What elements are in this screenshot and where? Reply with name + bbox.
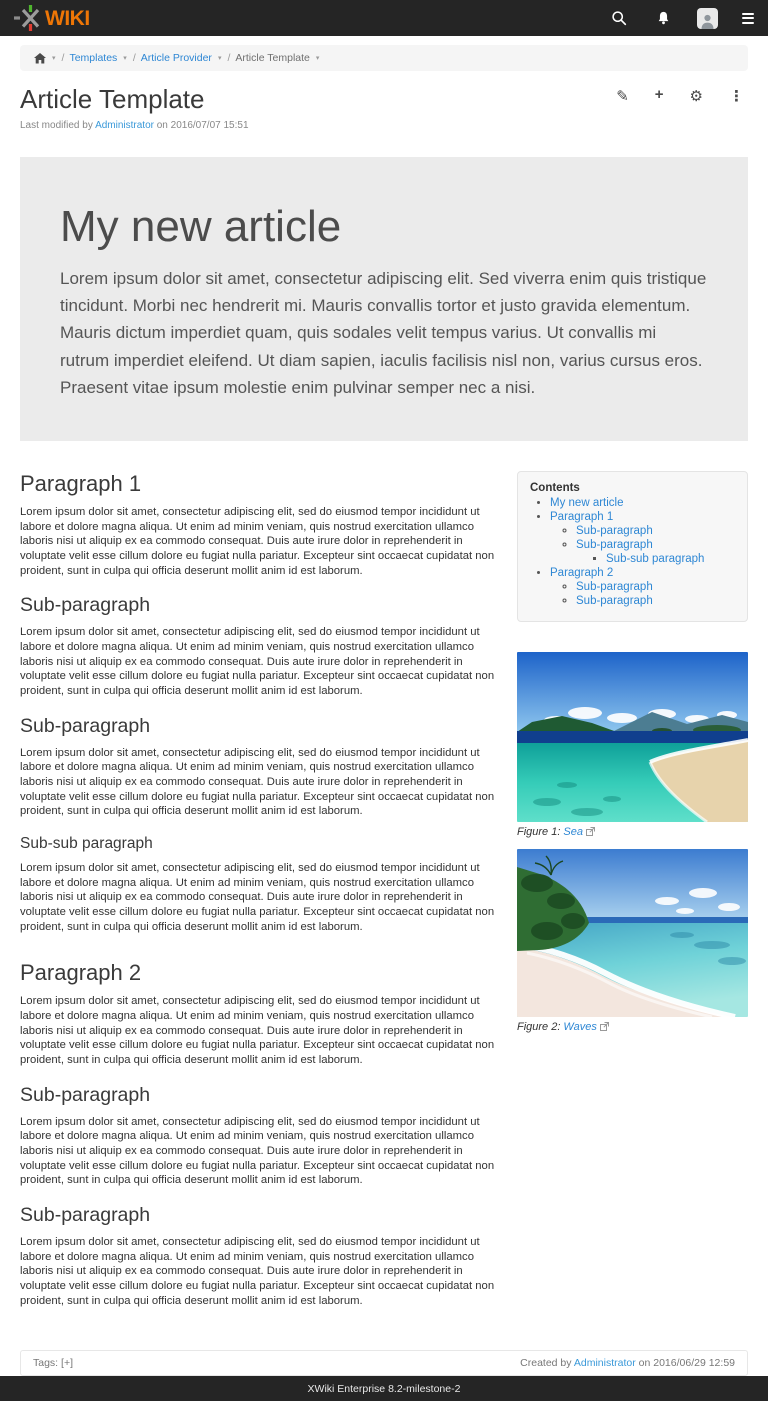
external-link-icon — [600, 1022, 609, 1031]
chevron-down-icon[interactable]: ▾ — [123, 55, 127, 62]
toc-item — [550, 497, 735, 509]
toc-item — [576, 595, 735, 607]
section-paragraph: Lorem ipsum dolor sit amet, consectetur adipiscing elit, sed do eiusmod tempor incididunt ut labore et dolore magna aliqua. Ut enim ad minim veniam, quis nostrud exercitation ullamco laboris nisi ut aliquip ex ea commodo consequat. Duis aute irure dolor in reprehenderit in voluptate velit esse cillum dolore eu fugiat nulla pariatur. Excepteur sint occaecat cupidatat non proident, sunt in culpa qui officia deserunt mollit anim id est laborum. — [20, 862, 495, 933]
figure-2 — [517, 849, 748, 1033]
document-footer — [20, 1350, 748, 1376]
chevron-down-icon[interactable]: ▾ — [217, 55, 222, 62]
toc-link-paragraph-1[interactable]: Paragraph 1 — [550, 510, 614, 523]
more-options-kebab-icon[interactable]: ⋮ — [729, 88, 744, 105]
figure-1-caption — [517, 826, 748, 838]
figure-1-link[interactable]: Sea — [563, 825, 583, 838]
toc-link-sub-paragraph[interactable]: Sub-paragraph — [576, 524, 653, 537]
toc-link-sub-sub-paragraph[interactable]: Sub-sub paragraph — [606, 552, 705, 565]
toc-item — [576, 581, 735, 593]
modified-suffix: on 2016/07/07 15:51 — [156, 119, 249, 131]
created-prefix: Created by — [520, 1357, 572, 1370]
user-avatar[interactable] — [697, 8, 718, 29]
breadcrumb-item-article-template: Article Template — [235, 52, 310, 64]
notifications-bell-icon[interactable] — [653, 7, 673, 29]
toc-link-sub-paragraph[interactable]: Sub-paragraph — [576, 580, 653, 593]
created-suffix: on 2016/06/29 12:59 — [638, 1357, 735, 1370]
add-tag-button[interactable]: [+] — [61, 1357, 73, 1370]
toc-item — [550, 511, 735, 565]
figure-caption-prefix: Figure 2: — [517, 1020, 561, 1033]
section-heading-sub-paragraph: Sub-paragraph — [20, 1083, 151, 1106]
section-heading-sub-paragraph: Sub-paragraph — [20, 714, 151, 737]
created-by-line — [520, 1357, 735, 1369]
toc-link-my-new-article[interactable]: My new article — [550, 496, 624, 509]
chevron-down-icon[interactable]: ▾ — [52, 55, 56, 62]
modified-prefix: Last modified by — [20, 119, 93, 131]
external-link-icon — [586, 827, 595, 836]
tags-label: Tags: — [33, 1357, 59, 1370]
breadcrumb — [20, 45, 748, 71]
section-heading-paragraph-2: Paragraph 2 — [20, 960, 142, 986]
section-paragraph: Lorem ipsum dolor sit amet, consectetur adipiscing elit, sed do eiusmod tempor incididunt ut labore et dolore magna aliqua. Ut enim ad minim veniam, quis nostrud exercitation ullamco laboris nisi ut aliquip ex ea commodo consequat. Duis aute irure dolor in reprehenderit in voluptate velit esse cillum dolore eu fugiat nulla pariatur. Excepteur sint occaecat cupidatat non proident, sunt in culpa qui officia deserunt mollit anim id est laborum. — [20, 1115, 495, 1187]
search-icon[interactable] — [609, 7, 629, 29]
add-plus-icon[interactable]: + — [654, 86, 664, 103]
page-title: Article Template — [20, 84, 205, 114]
article-hero-panel — [20, 157, 748, 441]
hamburger-menu-icon[interactable] — [742, 13, 754, 24]
xwiki-logo-text: WIKI — [45, 6, 90, 30]
toc-item — [576, 539, 735, 565]
tags-area — [33, 1357, 73, 1369]
toc-title: Contents — [530, 481, 580, 494]
sea-photo — [517, 652, 748, 822]
breadcrumb-separator: / — [61, 52, 65, 64]
breadcrumb-item-article-provider[interactable]: Article Provider — [140, 52, 212, 64]
chevron-down-icon[interactable]: ▾ — [315, 55, 320, 62]
article-body — [20, 471, 500, 1317]
figure-2-link[interactable]: Waves — [563, 1020, 597, 1033]
waves-photo — [517, 849, 748, 1017]
edit-pencil-icon[interactable]: ✎ — [616, 88, 629, 105]
figure-1 — [517, 652, 748, 838]
top-navigation-bar — [0, 0, 768, 36]
created-by-user-link[interactable]: Administrator — [573, 1357, 636, 1370]
section-heading-sub-sub-paragraph: Sub-sub paragraph — [20, 835, 153, 852]
section-paragraph: Lorem ipsum dolor sit amet, consectetur adipiscing elit, sed do eiusmod tempor incididunt ut labore et dolore magna aliqua. Ut enim ad minim veniam, quis nostrud exercitation ullamco laboris nisi ut aliquip ex ea commodo consequat. Duis aute irure dolor in reprehenderit in voluptate velit esse cillum dolore eu fugiat nulla pariatur. Excepteur sint occaecat cupidatat non proident, sunt in culpa qui officia deserunt mollit anim id est laborum. — [20, 746, 495, 818]
section-heading-sub-paragraph: Sub-paragraph — [20, 1204, 151, 1227]
figure-caption-prefix: Figure 1: — [517, 825, 561, 838]
article-hero-intro: Lorem ipsum dolor sit amet, consectetur adipiscing elit. Sed viverra enim quis tristique tincidunt. Morbi nec hendrerit mi. Mauris convallis tortor et justo gravida elementum. Mauris dictum imperdiet quam, quis sodales velit tempus varius. Ut convallis mi rutrum imperdiet eleifend. Ut diam sapien, iaculis facilisis nisl non, varius cursus eros. Praesent vitae ipsum molestie enim pulvinar semper nec a nisi. — [60, 268, 707, 397]
xwiki-logo[interactable] — [14, 5, 90, 31]
section-heading-paragraph-1: Paragraph 1 — [20, 470, 142, 496]
version-footer-bar — [0, 1376, 768, 1401]
breadcrumb-separator: / — [132, 52, 136, 64]
settings-gear-icon[interactable]: ⚙ — [689, 88, 703, 105]
section-paragraph: Lorem ipsum dolor sit amet, consectetur adipiscing elit, sed do eiusmod tempor incididunt ut labore et dolore magna aliqua. Ut enim ad minim veniam, quis nostrud exercitation ullamco laboris nisi ut aliquip ex ea commodo consequat. Duis aute irure dolor in reprehenderit in voluptate velit esse cillum dolore eu fugiat nulla pariatur. Excepteur sint occaecat cupidatat non proident, sunt in culpa qui officia deserunt mollit anim id est laborum. — [20, 505, 495, 577]
toc-item — [576, 525, 735, 537]
toc-link-paragraph-2[interactable]: Paragraph 2 — [550, 566, 614, 579]
section-paragraph: Lorem ipsum dolor sit amet, consectetur adipiscing elit, sed do eiusmod tempor incididunt ut labore et dolore magna aliqua. Ut enim ad minim veniam, quis nostrud exercitation ullamco laboris nisi ut aliquip ex ea commodo consequat. Duis aute irure dolor in reprehenderit in voluptate velit esse cillum dolore eu fugiat nulla pariatur. Excepteur sint occaecat cupidatat non proident, sunt in culpa qui officia deserunt mollit anim id est laborum. — [20, 1236, 495, 1307]
breadcrumb-separator: / — [227, 52, 231, 64]
figure-2-caption — [517, 1021, 748, 1033]
toc-item — [606, 553, 735, 565]
home-icon[interactable] — [34, 53, 46, 64]
section-paragraph: Lorem ipsum dolor sit amet, consectetur adipiscing elit, sed do eiusmod tempor incididunt ut labore et dolore magna aliqua. Ut enim ad minim veniam, quis nostrud exercitation ullamco laboris nisi ut aliquip ex ea commodo consequat. Duis aute irure dolor in reprehenderit in voluptate velit esse cillum dolore eu fugiat nulla pariatur. Excepteur sint occaecat cupidatat non proident, sunt in culpa qui officia deserunt mollit anim id est laborum. — [20, 626, 495, 697]
last-modified-line — [0, 114, 768, 131]
modified-by-user-link[interactable]: Administrator — [95, 119, 154, 131]
breadcrumb-item-templates[interactable]: Templates — [69, 52, 118, 64]
version-text: XWiki Enterprise 8.2-milestone-2 — [307, 1382, 461, 1395]
table-of-contents — [517, 471, 748, 622]
xwiki-logo-x-icon — [14, 5, 44, 31]
toc-link-sub-paragraph[interactable]: Sub-paragraph — [576, 538, 653, 551]
toc-item — [550, 567, 735, 607]
section-paragraph: Lorem ipsum dolor sit amet, consectetur adipiscing elit, sed do eiusmod tempor incididunt ut labore et dolore magna aliqua. Ut enim ad minim veniam, quis nostrud exercitation ullamco laboris nisi ut aliquip ex ea commodo consequat. Duis aute irure dolor in reprehenderit in voluptate velit esse cillum dolore eu fugiat nulla pariatur. Excepteur sint occaecat cupidatat non proident, sunt in culpa qui officia deserunt mollit anim id est laborum. — [20, 995, 495, 1067]
toc-link-sub-paragraph[interactable]: Sub-paragraph — [576, 594, 653, 607]
section-heading-sub-paragraph: Sub-paragraph — [20, 594, 151, 617]
article-hero-title: My new article — [60, 201, 342, 251]
